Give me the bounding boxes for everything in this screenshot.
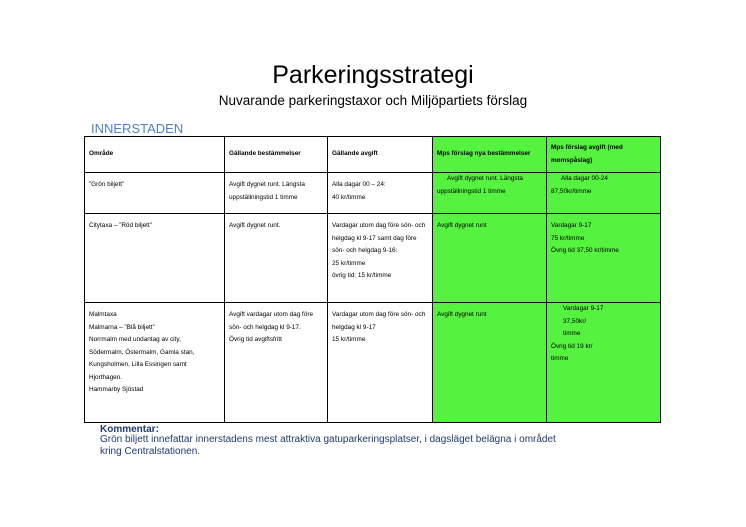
cell-line: helgdag kl 9-17 samt dag före <box>332 234 417 242</box>
cell-area <box>85 303 225 423</box>
cell-line: 25 kr/timme <box>332 259 366 267</box>
table-row <box>85 173 661 214</box>
cell-area <box>85 214 225 303</box>
cell-line: ”Grön biljett” <box>89 181 125 188</box>
cell-line: Södermalm, Östermalm, Gamla stan, <box>89 348 195 356</box>
cell-mp-rules <box>433 214 547 303</box>
comment-line: kring Centralstationen. <box>100 445 201 457</box>
cell-current-fee <box>328 214 433 303</box>
cell-line: Hammarby Sjöstad <box>89 386 144 393</box>
cell-line: Citytaxa – ”Röd biljett” <box>89 222 152 229</box>
cell-current-fee <box>328 303 433 423</box>
cell-line: Övrig tid 37,50 kr/timme <box>551 247 619 254</box>
cell-line: Vardagar 9-17 <box>563 305 604 312</box>
cell-current-fee <box>328 173 433 214</box>
cell-line: timme <box>563 330 581 337</box>
cell-line: Norrmalm med undantag av city, <box>89 336 181 343</box>
cell-line: 37,50kr/ <box>563 317 587 325</box>
cell-line: Övrig tid 19 kr/ <box>551 342 593 350</box>
cell-line: Övrig tid avgiftsfritt <box>229 336 282 343</box>
cell-line: sön- och helgdag 9-16: <box>332 247 398 254</box>
cell-mp-fee <box>547 303 661 423</box>
header-current-fee: Gällande avgift <box>328 137 433 173</box>
cell-line: 15 kr/timme <box>332 336 366 343</box>
cell-line: Alla dagar 00 – 24: <box>332 181 386 188</box>
comment-label: Kommentar: <box>100 424 159 435</box>
cell-line: Avgift dygnet runt. Längsta <box>447 175 523 182</box>
table-row <box>85 214 661 303</box>
cell-line: uppställningstid 1 timme <box>437 187 506 195</box>
table-row <box>85 303 661 423</box>
cell-line: Vardagar utom dag före sön- och <box>332 222 426 229</box>
cell-line: Avgift dygnet runt. Längsta <box>229 181 305 188</box>
cell-line: Kungsholmen, Lilla Essingen samt <box>89 361 187 368</box>
parking-fee-table <box>84 136 661 423</box>
cell-line: Malmarna – ”Blå biljett” <box>89 323 155 331</box>
cell-area <box>85 173 225 214</box>
header-mp-rules: Mps förslag nya bestämmelser <box>433 137 547 173</box>
header-current-rules: Gällande bestämmelser <box>225 137 328 173</box>
header-mp-fee: Mps förslag avgift (med momspåslag) <box>547 137 661 173</box>
cell-line: Avgift dygnet runt. <box>229 222 281 229</box>
cell-line: Avgift dygnet runt <box>437 311 487 318</box>
header-area: Område <box>85 137 225 173</box>
cell-current-rules <box>225 214 328 303</box>
cell-line: Avgift dygnet runt <box>437 222 487 229</box>
comment-line: Grön biljett innefattar innerstadens mest attraktiva gatuparkeringsplatser, i dagsläget belägna i området <box>100 434 556 445</box>
cell-mp-rules <box>433 173 547 214</box>
cell-line: 87,50kr/timme <box>551 187 592 195</box>
cell-line: uppställningstid 1 timme <box>229 193 298 201</box>
cell-current-rules <box>225 303 328 423</box>
cell-mp-fee <box>547 173 661 214</box>
cell-line: Alla dagar 00-24 <box>561 175 608 182</box>
section-heading: INNERSTADEN <box>91 121 184 136</box>
cell-line: 75 kr/timme <box>551 234 585 242</box>
cell-line: timme <box>551 355 569 362</box>
cell-line: övrig tid: 15 kr/timme <box>332 272 392 279</box>
page-title: Parkeringsstrategi <box>272 61 474 89</box>
cell-line: Vardagar 9-17 <box>551 222 592 229</box>
cell-line: Avgift vardagar utom dag före <box>229 311 314 318</box>
page-subtitle: Nuvarande parkeringstaxor och Miljöpartiets förslag <box>218 93 528 108</box>
cell-line: Malmtaxa <box>89 311 117 318</box>
cell-mp-rules <box>433 303 547 423</box>
table-header-row <box>85 137 661 173</box>
comment-text <box>100 434 660 457</box>
cell-line: 40 kr/timme <box>332 193 366 201</box>
cell-line: sön- och helgdag kl 9-17. <box>229 323 301 331</box>
cell-line: Hjorthagen. <box>89 373 123 381</box>
cell-line: Vardagar utom dag före sön- och <box>332 311 426 318</box>
cell-current-rules <box>225 173 328 214</box>
cell-line: helgdag kl 9-17 <box>332 323 376 331</box>
cell-mp-fee <box>547 214 661 303</box>
